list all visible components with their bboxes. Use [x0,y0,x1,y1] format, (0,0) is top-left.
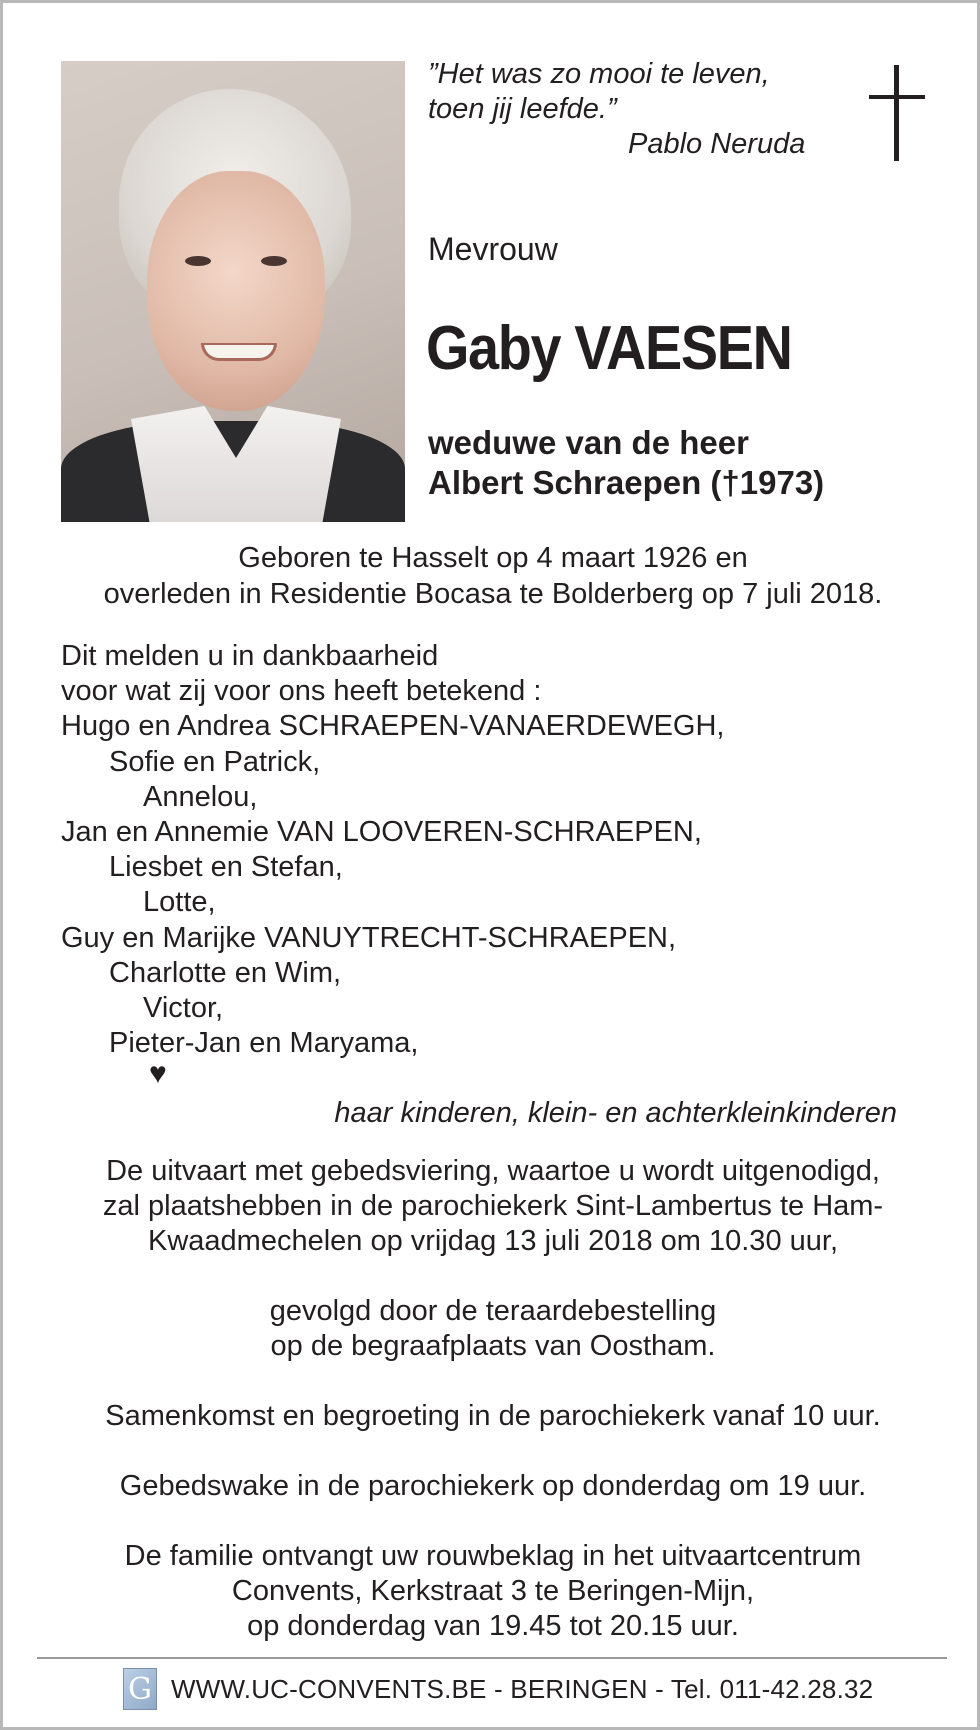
quote-line-1: ”Het was zo mooi te leven, [428,58,770,90]
birth-line: Geboren te Hasselt op 4 maart 1926 en [238,542,748,574]
gathering-line: Samenkomst en begroeting in de parochiekerk vanaf 10 uur. [105,1400,881,1432]
heart-icon: ♥ [149,1057,167,1090]
condolence-line: Convents, Kerkstraat 3 te Beringen-Mijn, [231,1575,755,1607]
condolence-line: De familie ontvangt uw rouwbeklag in het uitvaartcentrum [124,1540,862,1572]
funeral-line: Kwaadmechelen op vrijdag 13 juli 2018 om 10.30 uur, [147,1225,838,1257]
family-member: Guy en Marijke VANUYTRECHT-SCHRAEPEN, [61,921,677,954]
family-member: Victor, [143,992,224,1025]
prayer-vigil-line: Gebedswake in de parochiekerk op donderdag om 19 uur. [119,1470,867,1502]
spouse-line-2: Albert Schraepen (†1973) [428,464,825,501]
death-line: overleden in Residentie Bocasa te Bolderberg op 7 juli 2018. [103,578,883,610]
family-member: Annelou, [143,780,258,813]
family-member: Lotte, [143,886,216,919]
deceased-name: Gaby VAESEN [426,314,792,383]
family-member: Liesbet en Stefan, [109,851,343,884]
portrait-photo [61,61,405,522]
spouse-info [428,423,824,503]
quote-line-2: toen jij leefde.” [428,93,617,125]
footer [123,1667,873,1711]
cross-icon [869,65,925,161]
funeral-line: De uitvaart met gebedsviering, waartoe u wordt uitgenodigd, [106,1155,880,1187]
memorial-quote [428,57,805,162]
family-member: Pieter-Jan en Maryama, [109,1027,419,1060]
funeral-line: zal plaatshebben in de parochiekerk Sint-Lambertus te Ham- [102,1190,884,1222]
family-member: Jan en Annemie VAN LOOVEREN-SCHRAEPEN, [61,816,702,849]
family-intro-1: Dit melden u in dankbaarheid [61,640,439,672]
spouse-line-1: weduwe van de heer [428,424,749,461]
relation-line: haar kinderen, klein- en achterkleinkinderen [334,1097,897,1129]
funeral-details [3,1154,980,1644]
burial-line: op de begraafplaats van Oostham. [270,1330,716,1362]
funeral-home-logo-icon: G [123,1668,157,1710]
quote-author: Pablo Neruda [628,128,806,160]
deceased-title: Mevrouw [428,231,558,267]
burial-line: gevolgd door de teraardebestelling [269,1295,717,1327]
footer-contact: WWW.UC-CONVENTS.BE - BERINGEN - Tel. 011-42.28.32 [171,1673,874,1704]
family-intro-2: voor wat zij voor ons heeft betekend : [61,675,542,708]
family-member: Sofie en Patrick, [109,745,321,778]
condolence-line: op donderdag van 19.45 tot 20.15 uur. [247,1610,739,1642]
birth-death-info [3,540,980,612]
family-list [61,639,724,1061]
footer-divider [37,1657,947,1659]
family-member: Hugo en Andrea SCHRAEPEN-VANAERDEWEGH, [61,710,725,743]
family-member: Charlotte en Wim, [109,956,342,989]
